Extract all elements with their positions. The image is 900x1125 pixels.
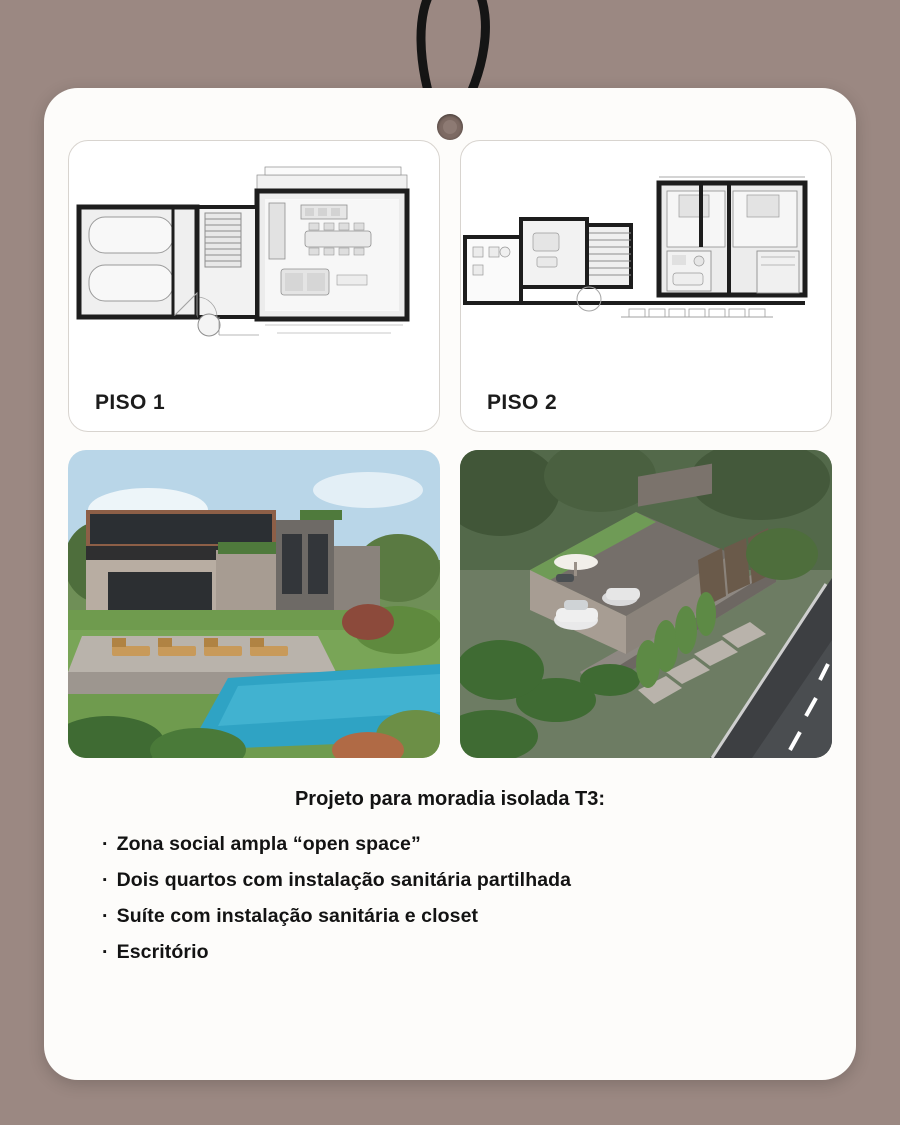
floor-plan-panel-2 xyxy=(460,140,832,432)
list-item xyxy=(102,941,802,964)
list-item-label: Zona social ampla “open space” xyxy=(116,833,421,855)
floor-plan-1-drawing xyxy=(69,147,440,397)
project-card xyxy=(44,88,856,1080)
card-grommet-hole xyxy=(437,114,463,140)
bullet-marker-icon: · xyxy=(102,941,109,963)
list-item-label: Suíte com instalação sanitária e closet xyxy=(116,905,479,927)
floor-plan-panel-1 xyxy=(68,140,440,432)
renders-row xyxy=(68,450,832,758)
bullet-marker-icon: · xyxy=(102,869,109,891)
list-item-label: Escritório xyxy=(116,941,209,963)
render-pool-facade xyxy=(68,450,440,758)
list-item-label: Dois quartos com instalação sanitária partilhada xyxy=(116,869,572,891)
bullet-marker-icon: · xyxy=(102,905,109,927)
floor-plan-2-drawing xyxy=(461,147,832,397)
list-item xyxy=(102,869,802,892)
floor-plans-row xyxy=(68,140,832,432)
feature-list xyxy=(102,833,802,977)
list-item xyxy=(102,833,802,856)
project-caption: Projeto para moradia isolada T3: xyxy=(294,788,606,810)
bullet-marker-icon: · xyxy=(102,833,109,855)
render-street-aerial xyxy=(460,450,832,758)
floor-plan-1-label: PISO 1 xyxy=(95,391,166,414)
list-item xyxy=(102,905,802,928)
floor-plan-2-label: PISO 2 xyxy=(487,391,558,414)
